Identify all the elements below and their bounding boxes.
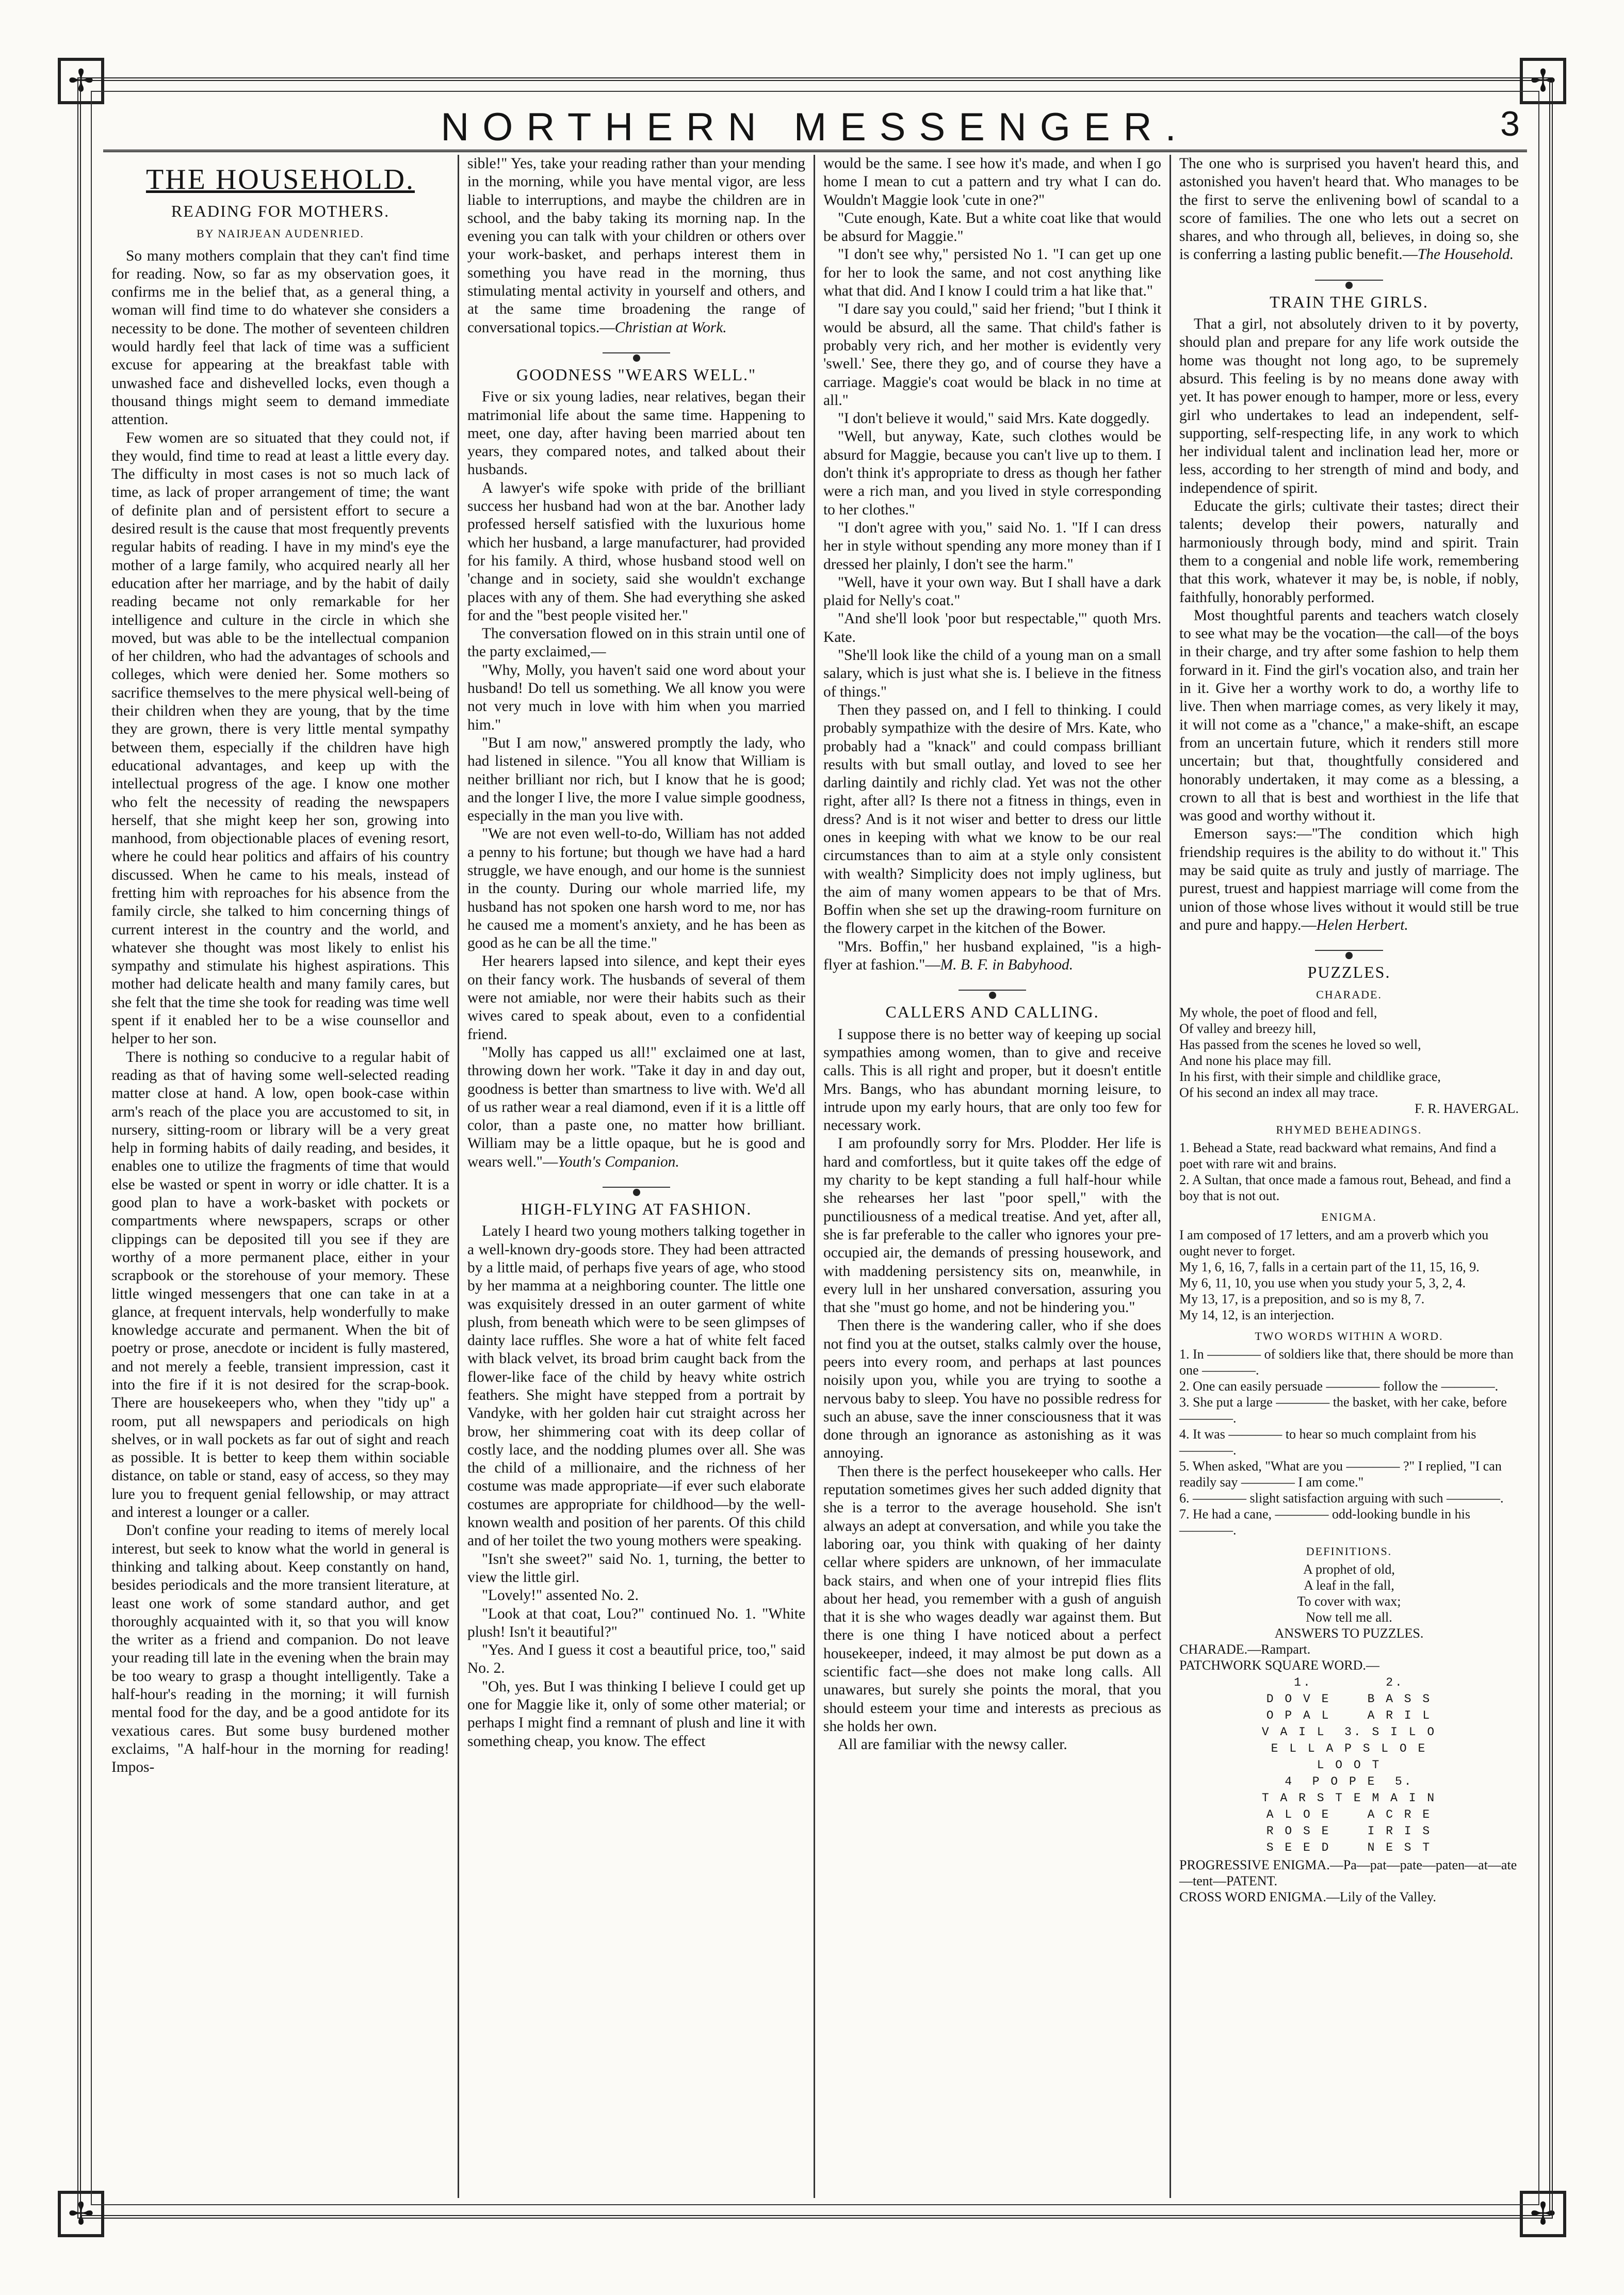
source-credit: M. B. F. in Babyhood. [940,957,1074,974]
enigma-heading: ENIGMA. [1321,1210,1377,1224]
corner-ornament: ✢ [58,2191,104,2237]
poem-line: Now tell me all. [1306,1610,1392,1625]
puzzle-line: 6. ———— slight satisfaction arguing with such ————. [1179,1491,1504,1506]
word-square-row: D O V E B A S S [1266,1692,1432,1706]
puzzles-title: PUZZLES. [1307,963,1391,982]
department-title: THE HOUSEHOLD. [145,164,415,196]
paragraph [467,1044,805,1171]
paragraph [467,155,805,337]
word-square-row: R O S E I R I S [1266,1824,1432,1838]
paragraph-text: The one who is surprised you haven't heard this, and astonished you haven't heard that. Who manages to be the first to serve the enlivening bowl of scandal to a score of families. The one who lets out a secret on shares, and who through all, believes, in doing so, she is conferring a lasting public benefit.— [1179,155,1519,263]
rhymed-beheadings-heading: RHYMED BEHEADINGS. [1276,1123,1422,1137]
source-credit: Youth's Companion. [558,1153,679,1170]
puzzle-line: 4. It was ———— to hear so much complaint from his ————. [1179,1427,1476,1458]
word-square-row: A L O E A C R E [1266,1808,1432,1822]
word-square-numbers: 1. 2. [1294,1676,1404,1690]
paragraph: Then they passed on, and I fell to thinking. I could probably sympathize with the desire of Mrs. Kate, who probably had a "knack" and could compass brilliant results with but small outlay, and loved to see her darling daintily and richly clad. Yet was not the other right, after all? Is there not a fitness in things, even in dress? And is it not wiser and better to dress our little ones in keeping with what we know to be our real circumstances than to aim at a style only consistent with wealth? Simplicity does not imply ugliness, but the aim of many women appears to be that of Mrs. Boffin when she set up the drawing-room furniture on the flowery carpet in the kitchen of the Bower. [823,701,1161,937]
column-1 [103,155,459,2198]
paragraph: "She'll look like the child of a young man on a small salary, which is just what she is. I believe in the fitness of things." [823,647,1161,700]
paragraph: would be the same. I see how it's made, and when I go home I mean to cut a pattern and try what I can do. Wouldn't Maggie look 'cute in one?" [823,155,1161,208]
answer-line: PROGRESSIVE ENIGMA.—Pa—pat—pate—paten—at—ate—tent—PATENT. [1179,1857,1517,1889]
page-number: 3 [1500,104,1520,143]
paragraph [1179,155,1519,264]
paragraph: "We are not even well-to-do, William has not added a penny to his fortune; but though we have had a hard struggle, we have enough, and our home is the sunniest in the county. During our whole married life, my husband has not spoken one harsh word to me, nor has he caused me a moment's anxiety, and he has been as good as he can be all the time." [467,826,805,952]
paragraph: Lately I heard two young mothers talking together in a well-known dry-goods store. They had been attracted by a little maid, of perhaps five years of age, who stood by her mamma at a neighboring counter. The little one was exquisitely dressed in an outer garment of white plush, from beneath which were to be seen glimpses of dainty lace ruffles. She wore a hat of white felt faced with black velvet, its broad brim caught back from the flower-like face of the child by heavy white ostrich feathers. She might have stepped from a portrait by Vandyke, with her golden hair cut straight across her brow, her shimmering coat with its deep collar of costly lace, and the nodding plumes over all. She was the child of a millionaire, and the richness of her costume was made appropriate—if ever such elaborate costumes are appropriate for childhood—by the well-known wealth and position of her parents. Of this child and of her toilet the two young mothers were speaking. [467,1223,805,1549]
article-byline: BY NAIRJEAN AUDENRIED. [197,227,364,240]
puzzle-line: 1. In ———— of soldiers like that, there should be more than one ————. [1179,1347,1514,1378]
article-title: READING FOR MOTHERS. [171,202,390,220]
answer-line: CROSS WORD ENIGMA.—Lily of the Valley. [1179,1889,1436,1905]
poem-line: Has passed from the scenes he loved so well, [1179,1037,1421,1053]
paragraph: "Lovely!" assented No. 2. [482,1587,639,1604]
poem-line: A prophet of old, [1303,1562,1395,1577]
puzzle-line: 2. A Sultan, that once made a famous rout, Behead, and find a boy that is not out. [1179,1172,1511,1204]
word-square-row: E L L A P S L O E [1271,1742,1427,1756]
masthead [103,101,1527,152]
paragraph [823,938,1161,975]
two-words-heading: TWO WORDS WITHIN A WORD. [1255,1330,1443,1343]
puzzle-line: 1. Behead a State, read backward what remains, And find a poet with rare wit and brains. [1179,1140,1497,1172]
charade-heading: CHARADE. [1316,988,1382,1001]
paragraph: All are familiar with the newsy caller. [838,1736,1067,1753]
paragraph: That a girl, not absolutely driven to it by poverty, should plan and prepare for any life work outside the home was thought not long ago, to be supremely absurd. This feeling is by no means done away with yet. It has power enough to hamper, more or less, every girl who undertakes to lead an independent, self-supporting, self-respecting life, in any work to which her individual talent and inclination lead her, more or less, according to her strength of mind and body, and independence of spirit. [1179,316,1519,496]
puzzle-line: 5. When asked, "What are you ———— ?" I replied, "I can readily say ———— I am come." [1179,1459,1502,1490]
paragraph: Then there is the perfect housekeeper who calls. Her reputation sometimes gives her such added dignity that she is a terror to the average household. She isn't always an adept at conversation, and while you take the laboring oar, you think with quaking of her dainty cellar where spiders are unknown, of her immaculate back stairs, and when one of your intrepid flies flits about her head, you remember with a gush of anguish that it is she who wages deadly war against them. But there is one thing I have noticed about a perfect housekeeper, indeed, it may almost be put down as a scientific fact—she does not make long calls. All unawares, but surely she points the moral, that you should esteem your time and interests as precious as she holds her own. [823,1463,1161,1735]
poem-line: A leaf in the fall, [1304,1578,1394,1593]
paragraph: "I don't see why," persisted No 1. "I can get up one for her to look the same, and not cost anything like what that did. And I know I could trim a hat like that." [823,246,1161,300]
paragraph: Few women are so situated that they could not, if they would, find time to read at least a little every day. The difficulty in most cases is not so much lack of time, as lack of proper arrangement of time; the want of definite plan and of persistent effort to secure a desired result is the cause that most frequently prevents regular habits of reading. I have in my mind's eye the mother of a large family, who acquired nearly all her education after her marriage, and by the habit of daily reading became not only remarkable for her intelligence and culture in the circle in which she moved, but was able to be the intellectual companion of her children, who had the advantages of schools and colleges, which were denied her. Some mothers so sacrifice themselves to the mere physical well-being of their children when they are young, that by the time they are grown, there is very little mental sympathy between them, especially if the children have high educational advantages, and keep up with the intellectual progress of the age. I know one mother who felt the necessity of reading the newspapers herself, that she might keep her son, growing into manhood, from objectionable places of evening resort, where he could hear politics and affairs of his country discussed. When he came to his meals, instead of fretting him with reproaches for his absence from the family circle, she talked to him concerning things of current interest in the country and the world, and whatever she thought was most likely to enlist his sympathy and stimulate his highest aspirations. This mother had delicate health and many family cares, but she felt that the time she took for reading was time well spent if it enabled her to be a wise counsellor and helper to her son. [111,429,449,1047]
puzzle-line: My 6, 11, 10, you use when you study your 5, 3, 2, 4. [1179,1275,1466,1291]
paragraph: "Yes. And I guess it cost a beautiful price, too," said No. 2. [467,1642,805,1677]
paragraph: I suppose there is no better way of keeping up social sympathies among women, than to give and receive calls. This is all right and proper, but it doesn't entitle Mrs. Bangs, who has abundant morning leisure, to intrude upon my early hours, that are only too few for necessary work. [823,1026,1161,1134]
article-title: CALLERS AND CALLING. [885,1003,1099,1022]
paragraph: "Oh, yes. But I was thinking I believe I could get up one for Maggie like it, only of some other material; or perhaps I might find a remnant of plush and line it with something cheap, you know. The effect [467,1678,805,1750]
paragraph: Don't confine your reading to items of merely local interest, but seek to know what the world in general is thinking and talking about. Keep constantly on hand, besides periodicals and the more transient literature, at least one work of some standard author, and get thoroughly acquainted with it, so that you will know the writer as a friend and companion. Do not leave your reading till late in the evening when the brain may be too weary to grasp a thought intelligently. Take a half-hour's reading in the morning; it will furnish mental food for the day, and be a good antidote for its vexatious cares. But some busy burdened mother exclaims, "A half-hour in the morning for reading! Impos- [111,1522,449,1776]
paragraph: Five or six young ladies, near relatives, began their matrimonial life about the same time. Happening to meet, one day, after having been married about ten years, they compared notes, and talked about their husbands. [467,389,805,478]
word-square-row: 4 P O P E 5. [1285,1775,1414,1789]
answer-line: PATCHWORK SQUARE WORD.— [1179,1658,1379,1673]
paragraph: So many mothers complain that they can't find time for reading. Now, so far as my observation goes, it confirms me in the belief that, as a general thing, a woman will find time to do whatever she considers a necessity to be done. The mother of seventeen children would hardly feel that lack of time was a sufficient excuse for appearing at the breakfast table with unwashed face and dishevelled locks, even though a thousand things might seem to demand immediate attention. [111,247,449,428]
newspaper-title: NORTHERN MESSENGER. [441,105,1190,149]
section-divider [1179,946,1519,955]
paragraph: Educate the girls; cultivate their tastes; direct their talents; develop their powers, naturally and harmoniously through body, mind and spirit. Train them to a congenial and noble life work, remembering that this work, whatever it may be, is noble, if nobly, faithfully, honorably performed. [1179,498,1519,606]
section-divider [823,985,1161,995]
poem-line: My whole, the poet of flood and fell, [1179,1005,1377,1021]
paragraph: "Why, Molly, you haven't said one word about your husband! Do tell us something. We all know you were not very much in love with him when you married him." [467,661,805,733]
paragraph: "Isn't she sweet?" said No. 1, turning, the better to view the little girl. [467,1550,805,1586]
paragraph: "And she'll look 'poor but respectable,'" quoth Mrs. Kate. [823,610,1161,645]
definitions-heading: DEFINITIONS. [1306,1545,1392,1558]
paragraph [1179,825,1519,934]
answer-line: CHARADE.—Rampart. [1179,1642,1311,1657]
puzzle-line: My 1, 6, 16, 7, falls in a certain part of the 11, 15, 16, 9. [1179,1259,1480,1275]
paragraph-text: Emerson says:—"The condition which high friendship requires is the ability to do without it." This may be said quite as truly and justly of marriage. The purest, truest and happiest marriage will come from the union of those whose lives without it would still be true and pure and happy.— [1179,826,1519,933]
source-credit: The Household. [1417,246,1514,263]
article-title: GOODNESS "WEARS WELL." [516,365,757,384]
section-divider [1179,276,1519,285]
puzzle-line: My 13, 17, is a preposition, and so is my 8, 7. [1179,1291,1425,1307]
paragraph: "Well, have it your own way. But I shall have a dark plaid for Nelly's coat." [823,574,1161,609]
paragraph: "Well, but anyway, Kate, such clothes would be absurd for Maggie, because you can't live up to them. I don't think it's appropriate to dress as though her father were a rich man, and you lived in style corresponding to her clothes." [823,428,1161,518]
poem-line: Of his second an index all may trace. [1179,1085,1378,1101]
paragraph: "I don't agree with you," said No. 1. "If I can dress her in style without spending any more money than if I dressed her plainly, I don't see the harm." [823,519,1161,573]
section-divider [467,1183,805,1192]
paragraph: Her hearers lapsed into silence, and kept their eyes on their fancy work. The husbands of several of them were not amiable, nor were their habits such as their wives cared to speak about, even to a confidential friend. [467,953,805,1043]
paragraph: There is nothing so conducive to a regular habit of reading as that of having some well-selected reading matter close at hand. A low, open book-case within arm's reach of the place you are accustomed to sit, in nursery, sitting-room or library will be a very great help in forming habits of daily reading, and besides, it enables one to utilize the fragments of time that would else be wasted or spent in worry or idle chatter. It is a good plan to have a work-basket with pockets or compartments where newspapers, scraps or other clippings can be deposited till you see if they are worthy of a more permanent place, either in your scrapbook or the storehouse of your memory. These little winged messengers that one can take in at a glance, at frequent intervals, help wonderfully to make knowledge accurate and permanent. When the bit of poetry or prose, anecdote or incident is fully mastered, and not merely a feeble, transient impression, cast it into the fire if it is not desired for the scrap-book. There are housekeepers who, when they "tidy up" a room, put all newspapers and periodicals on high shelves, or in wall pockets as far out of sight and reach as possible. It is better to keep them within sociable distance, on table or stand, easy of access, so they may lure you to frequent genial fellowship, or may attract and interest a lounger or a caller. [111,1048,449,1521]
paragraph: Most thoughtful parents and teachers watch closely to see what may be the vocation—the call—of the boys in their charge, and try after some fashion to help them forward in it. Find the girl's vocation also, and train her in it. Give her a worthy work to do, a worthy life to live. Then when marriage comes, as very likely it may, it will not come as a "chance," a make-shift, an escape from an uncertain future, which it renders still more uncertain; but that, thoughtfully considered and honorably undertaken, it may come as a blessing, a crown to all that is best and worthiest in the life that was good and worthy without it. [1179,607,1519,825]
source-credit: Helen Herbert. [1316,916,1408,933]
paragraph: The conversation flowed on in this strain until one of the party exclaimed,— [467,625,805,660]
paragraph: I am profoundly sorry for Mrs. Plodder. Her life is hard and comfortless, but it quite takes off the edge of my charity to be kept standing a full half-hour while she rehearses her last "poor spell," with the punctiliousness of a medical treatise. And yet, after all, she is far preferable to the caller who ignores your pre-occupied air, the demands of pressing housework, and with maddening persistency sits on, meanwhile, in every lull in her unshared conversation, assuring you that she "must go home, and not be hindering you." [823,1135,1161,1316]
puzzle-line: I am composed of 17 letters, and am a proverb which you ought never to forget. [1179,1227,1489,1259]
puzzle-line: 3. She put a large ———— the basket, with her cake, before ————. [1179,1395,1507,1426]
puzzle-line: 2. One can easily persuade ———— follow the ————. [1179,1379,1499,1394]
source-credit: Christian at Work. [614,319,727,336]
word-square-row: O P A L A R I L [1266,1709,1432,1723]
corner-ornament: ✢ [1520,58,1566,104]
section-divider [467,348,805,358]
article-columns [103,155,1527,2198]
poem-line: To cover with wax; [1297,1594,1401,1609]
article-title: HIGH-FLYING AT FASHION. [521,1200,752,1219]
paragraph: "I dare say you could," said her friend; "but I think it would be absurd, all the same. That child's father is probably very rich, and her mother is evidently very 'swell.' See, there they go, and of course they have a carriage. Maggie's coat would be black in no time at all." [823,301,1161,409]
puzzle-line: 7. He had a cane, ———— odd-looking bundle in his ————. [1179,1507,1470,1538]
paragraph-text: "Molly has capped us all!" exclaimed one at last, throwing down her work. "Take it day in and day out, goodness is better than smartness to live with. We'd all of us rather wear a real diamond, even if it is a little off color, than a paste one, no matter how brilliant. William may be a little opaque, but he is good and wears well."— [467,1044,805,1170]
column-2 [459,155,815,2198]
article-title: TRAIN THE GIRLS. [1270,292,1428,311]
paragraph: Then there is the wandering caller, who if she does not find you at the outset, stalks calmly over the house, peers into every room, and perhaps at last pounces noisily upon you, while you are trying to soothe a nervous baby to sleep. You have no possible redress for such an abuse, save the inner consciousness that it was done through an ignorance as astonishing as it was annoying. [823,1317,1161,1462]
corner-ornament: ✢ [1520,2191,1566,2237]
answers-heading: ANSWERS TO PUZZLES. [1274,1626,1424,1641]
paragraph: A lawyer's wife spoke with pride of the brilliant success her husband had won at the bar. Another lady professed herself satisfied with the luxurious home which her husband, a large manufacturer, had provided for his family. A third, whose husband stood well on 'change and in society, said she wouldn't exchange places with any of them. She had everything she asked for and the "best people visited her." [467,479,805,624]
poem-line: And none his place may fill. [1179,1053,1331,1069]
paragraph: "But I am now," answered promptly the lady, who had listened in silence. "You all know that William is neither brilliant nor rich, but I know that he is good; and the longer I live, the more I value simple goodness, especially in the man you live with. [467,734,805,825]
puzzle-author: F. R. HAVERGAL. [1415,1101,1519,1117]
word-square-row: V A I L 3. S I L O [1261,1725,1437,1739]
poem-line: Of valley and breezy hill, [1179,1021,1316,1037]
column-3 [815,155,1171,2198]
word-square-row: S E E D N E S T [1266,1841,1432,1855]
poem-line: In his first, with their simple and childlike grace, [1179,1069,1441,1085]
puzzle-line: My 14, 12, is an interjection. [1179,1307,1335,1323]
paragraph-text: sible!" Yes, take your reading rather than your mending in the morning, while you have mental vigor, are less liable to interruptions, and maybe the children are in school, and the baby taking its morning nap. In the evening you can talk with your children or others over your work-basket, and perhaps interest them in something you have read in the morning, thus stimulating mental activity in yourself and others, and at the same time broadening the range of conversational topics.— [467,155,805,336]
word-square-row: L O O T [1317,1758,1382,1772]
puzzle-section [1179,987,1519,1905]
word-square-row: T A R S T E M A I N [1261,1791,1437,1805]
paragraph: "Look at that coat, Lou?" continued No. 1. "White plush! Isn't it beautiful?" [467,1605,805,1640]
column-4 [1171,155,1527,2198]
corner-ornament: ✢ [58,58,104,104]
paragraph: "I don't believe it would," said Mrs. Kate doggedly. [838,410,1150,427]
paragraph-text: "Mrs. Boffin," her husband explained, "is a high-flyer at fashion."— [823,938,1161,974]
paragraph: "Cute enough, Kate. But a white coat like that would be absurd for Maggie." [823,209,1161,245]
